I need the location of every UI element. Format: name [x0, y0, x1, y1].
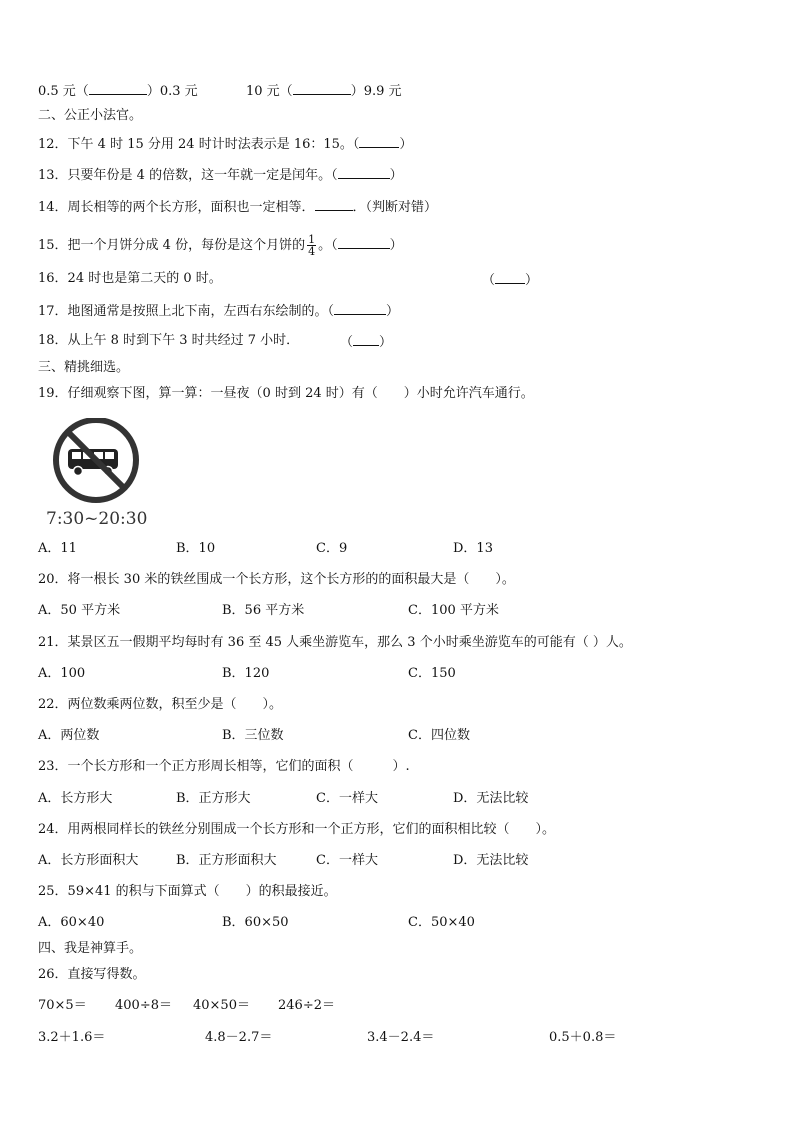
q20-option-a[interactable]: A．50 平方米 [38, 603, 121, 618]
q21-option-c[interactable]: C．150 [408, 666, 456, 681]
answer-blank[interactable] [353, 333, 379, 346]
question-13 [38, 166, 403, 184]
question-16 [38, 271, 222, 287]
q20-option-c[interactable]: C．100 平方米 [408, 603, 499, 618]
q21-option-b[interactable]: B．120 [222, 666, 270, 681]
q19-option-d[interactable]: D．13 [453, 541, 493, 556]
question-16-answer [482, 271, 538, 289]
question-text: 18．从上午 8 时到下午 3 时共经过 7 小时． [38, 333, 300, 348]
question-text: 13．只要年份是 4 的倍数，这一年就一定是闰年。（ [38, 168, 338, 183]
q19-option-a[interactable]: A．11 [38, 541, 77, 556]
paren-close: ） [399, 137, 413, 152]
paren-open: （ [340, 335, 354, 350]
question-19: 19．仔细观察下图，算一算：一昼夜（0 时到 24 时）有（ ）小时允许汽车通行。 [38, 386, 534, 401]
question-text: 16．24 时也是第二天的 0 时。 [38, 271, 222, 286]
question-18 [38, 333, 299, 349]
section-title-3: 三、精挑细选。 [38, 360, 130, 375]
calc-item: 70×5＝ [38, 998, 87, 1013]
q20-option-b[interactable]: B．56 平方米 [222, 603, 305, 618]
section-title-4: 四、我是神算手。 [38, 941, 143, 956]
paren-close: ） [379, 335, 393, 350]
q22-option-b[interactable]: B．三位数 [222, 728, 284, 743]
sign-time-label: 7:30~20:30 [46, 509, 148, 529]
calc-item: 4.8－2.7＝ [205, 1030, 273, 1045]
question-17 [38, 302, 399, 320]
q21-option-a[interactable]: A．100 [38, 666, 86, 681]
q22-option-c[interactable]: C．四位数 [408, 728, 470, 743]
answer-blank[interactable] [338, 166, 390, 179]
compare-right-text: 10 元（ [246, 84, 293, 99]
question-20: 20．将一根长 30 米的铁丝围成一个长方形，这个长方形的的面积最大是（ ）。 [38, 572, 515, 587]
question-text: 14．周长相等的两个长方形，面积也一定相等． [38, 200, 315, 215]
q25-option-c[interactable]: C．50×40 [408, 915, 475, 930]
paren-close: ） [386, 304, 400, 319]
question-tail: ．（判断对错） [352, 200, 438, 215]
question-tail: 。（ [318, 238, 338, 253]
compare-left-text: 0.5 元（ [38, 84, 89, 99]
comparison-line [38, 82, 198, 100]
calc-item: 40×50＝ [193, 998, 250, 1013]
paren-close: ） [525, 273, 539, 288]
question-21: 21．某景区五一假期平均每时有 36 至 45 人乘坐游览车，那么 3 个小时乘坐游览车的可能有（ ）人。 [38, 635, 632, 650]
section-title-2: 二、公正小法官。 [38, 108, 143, 123]
question-22: 22．两位数乘两位数，积至少是（ ）。 [38, 697, 283, 712]
answer-blank[interactable] [495, 271, 525, 284]
question-26: 26．直接写得数。 [38, 967, 146, 982]
comparison-line-right [246, 82, 402, 100]
q25-option-b[interactable]: B．60×50 [222, 915, 289, 930]
q22-option-a[interactable]: A．两位数 [38, 728, 100, 743]
question-14 [38, 198, 437, 216]
calc-item: 3.2＋1.6＝ [38, 1030, 106, 1045]
q24-option-a[interactable]: A．长方形面积大 [38, 853, 139, 868]
paren-close: ） [389, 238, 403, 253]
q19-option-c[interactable]: C．9 [316, 541, 348, 556]
question-15 [38, 234, 403, 257]
compare-left-tail: ）0.3 元 [146, 84, 198, 99]
question-text: 17．地图通常是按照上北下南，左西右东绘制的。（ [38, 304, 335, 319]
question-25: 25．59×41 的积与下面算式（ ）的积最接近。 [38, 884, 337, 899]
no-bus-icon [48, 418, 148, 508]
calc-item: 3.4－2.4＝ [367, 1030, 435, 1045]
calc-item: 0.5＋0.8＝ [549, 1030, 617, 1045]
question-23: 23．一个长方形和一个正方形周长相等，它们的面积（ ）. [38, 759, 410, 774]
fraction [307, 234, 316, 257]
q23-option-a[interactable]: A．长方形大 [38, 791, 113, 806]
answer-blank[interactable] [315, 198, 353, 211]
q23-option-d[interactable]: D．无法比较 [453, 791, 529, 806]
answer-blank[interactable] [338, 236, 390, 249]
question-18-answer [340, 333, 392, 351]
question-24: 24．用两根同样长的铁丝分别围成一个长方形和一个正方形，它们的面积相比较（ ）。 [38, 822, 556, 837]
compare-right-tail: ）9.9 元 [350, 84, 402, 99]
answer-blank[interactable] [89, 82, 147, 95]
q25-option-a[interactable]: A．60×40 [38, 915, 105, 930]
question-text: 15．把一个月饼分成 4 份，每份是这个月饼的 [38, 238, 306, 253]
fraction-numerator: 1 [308, 233, 316, 246]
paren-close: ） [389, 168, 403, 183]
q23-option-c[interactable]: C．一样大 [316, 791, 378, 806]
q23-option-b[interactable]: B．正方形大 [176, 791, 251, 806]
q24-option-b[interactable]: B．正方形面积大 [176, 853, 277, 868]
fraction-denominator: 4 [308, 245, 316, 258]
answer-blank[interactable] [359, 135, 399, 148]
no-bus-sign [48, 418, 148, 508]
question-text: 12．下午 4 时 15 分用 24 时计时法表示是 16：15。（ [38, 137, 360, 152]
question-12 [38, 135, 412, 153]
answer-blank[interactable] [293, 82, 351, 95]
calc-item: 400÷8＝ [115, 998, 172, 1013]
answer-blank[interactable] [334, 302, 386, 315]
calc-item: 246÷2＝ [278, 998, 335, 1013]
q24-option-c[interactable]: C．一样大 [316, 853, 378, 868]
q24-option-d[interactable]: D．无法比较 [453, 853, 529, 868]
q19-option-b[interactable]: B．10 [176, 541, 216, 556]
paren-open: （ [482, 273, 496, 288]
